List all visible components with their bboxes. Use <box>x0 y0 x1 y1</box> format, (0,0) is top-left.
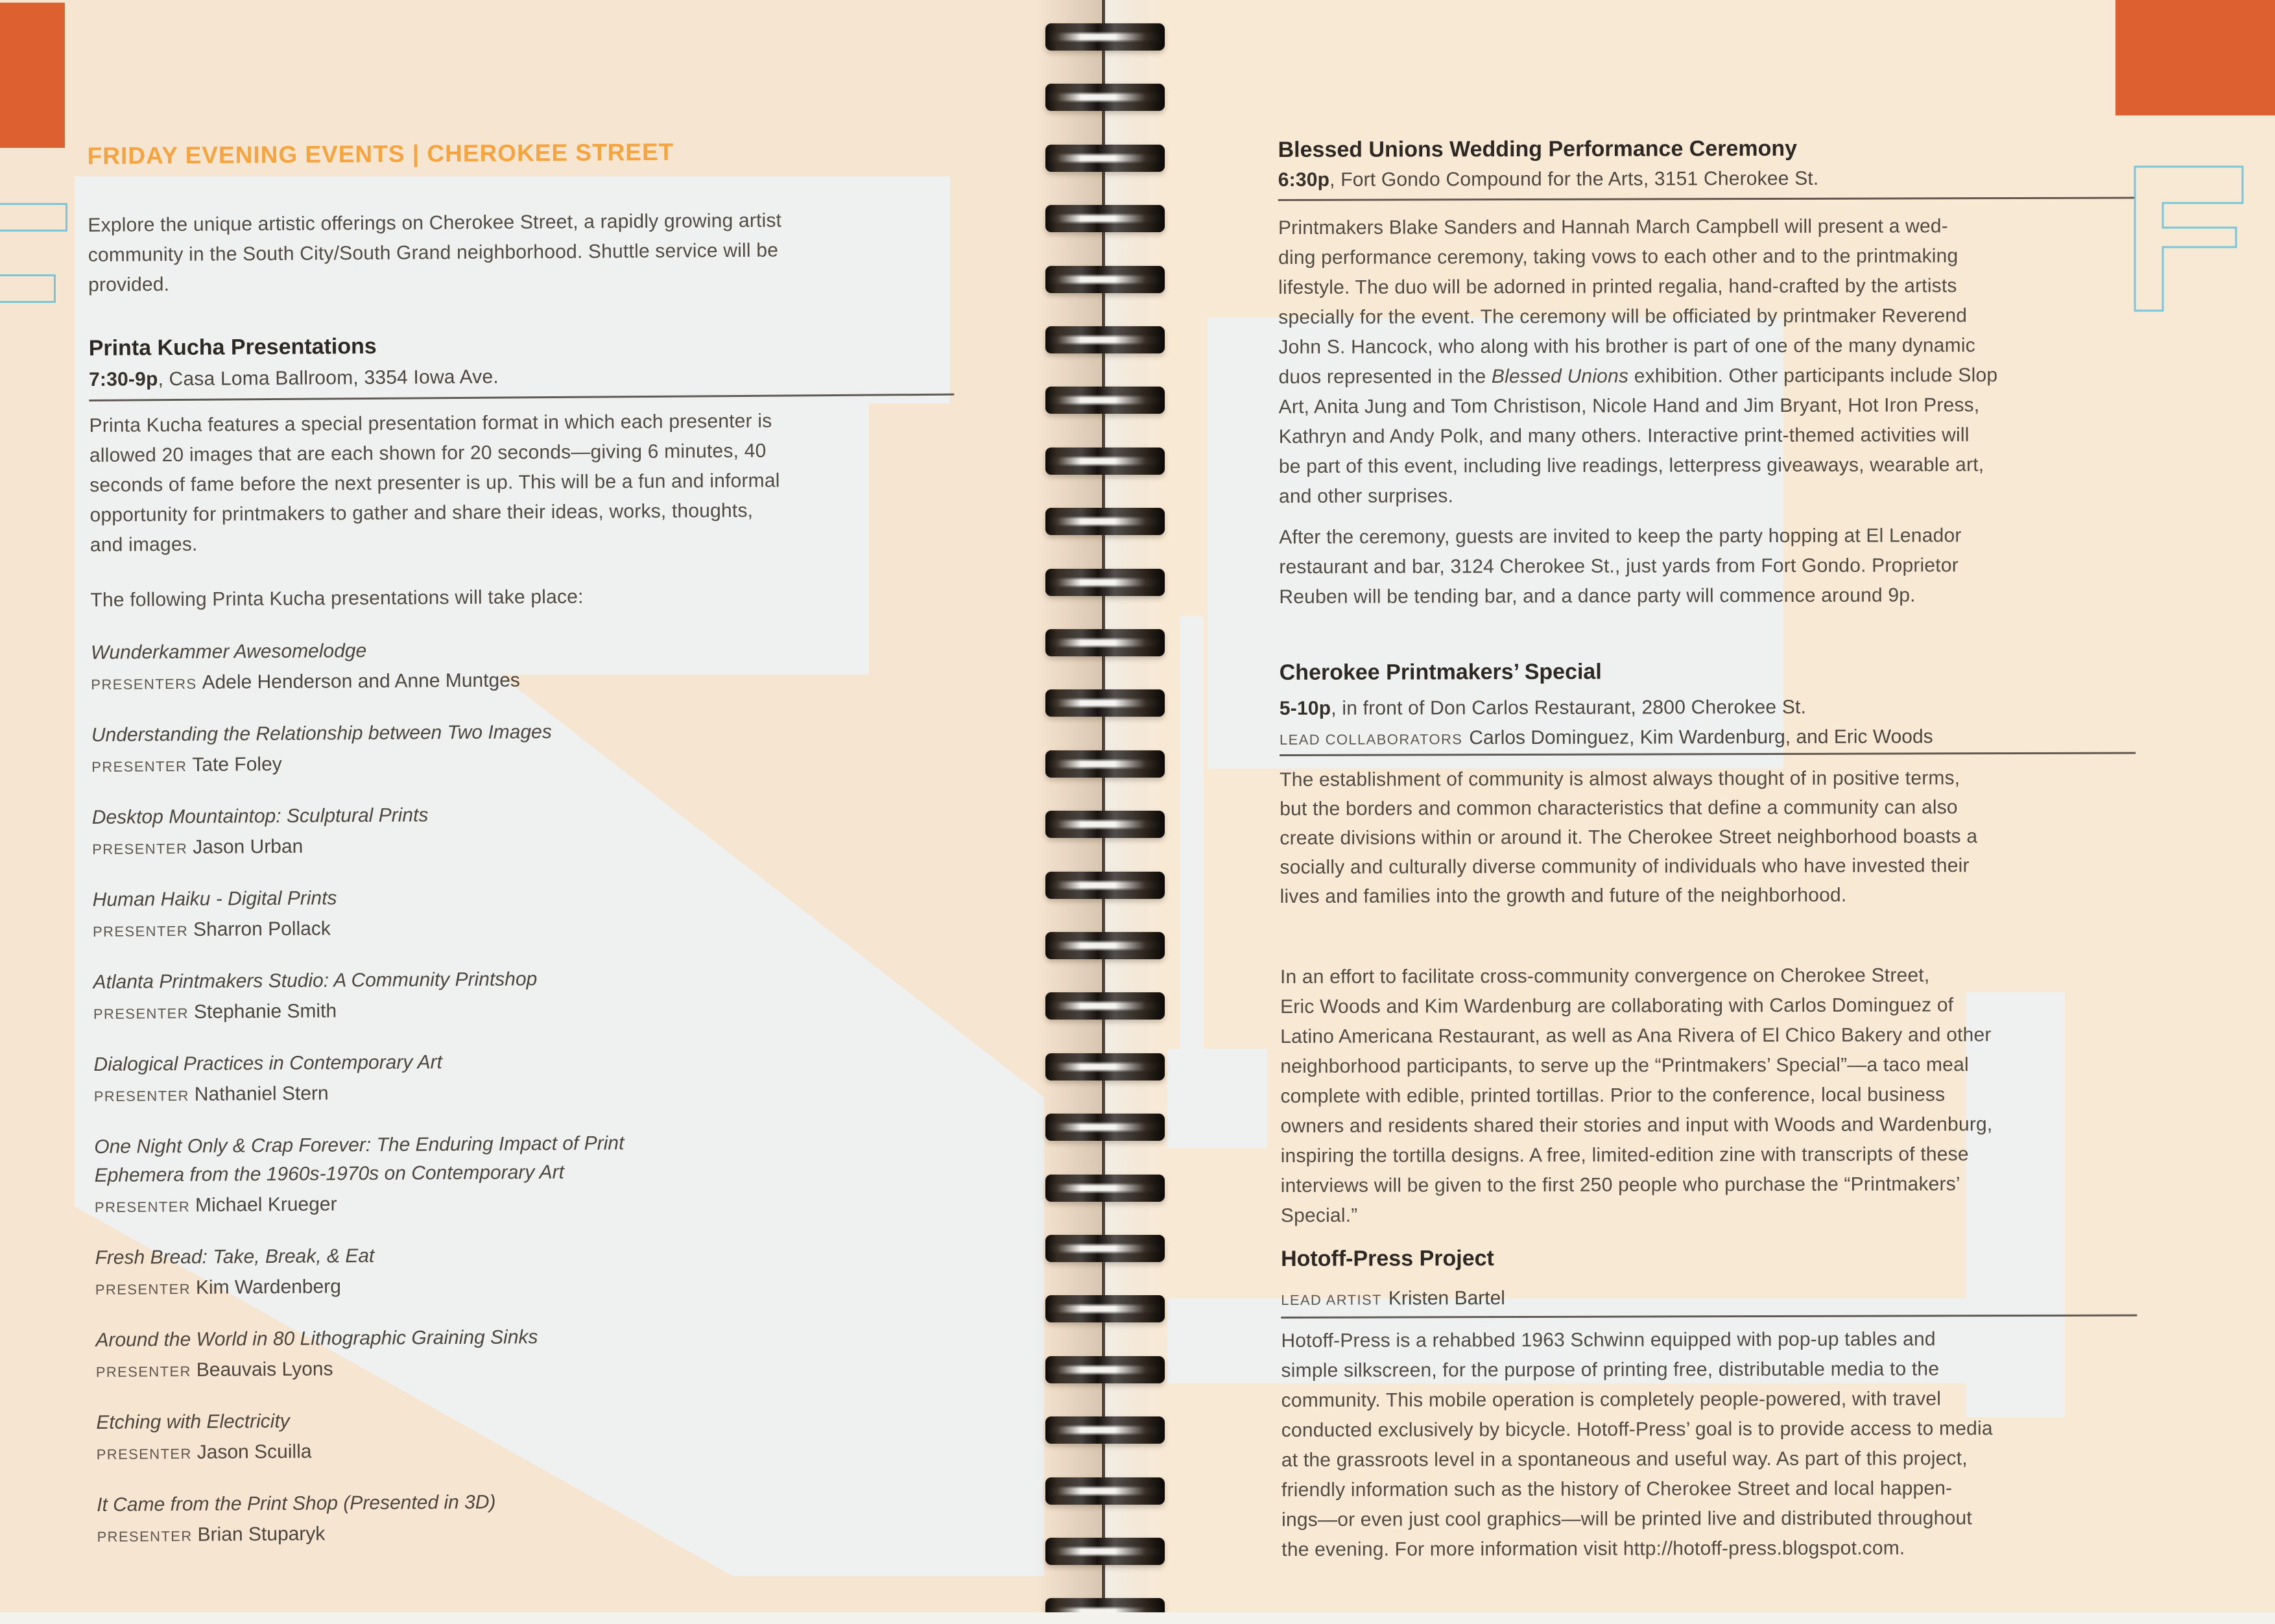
text-line: socially and culturally diverse community of individuals who have invested their <box>1280 855 1970 878</box>
watermark-counter <box>869 403 1044 676</box>
text-line: Hotoff-Press is a rehabbed 1963 Schwinn equipped with pop-up tables and <box>1281 1328 1936 1352</box>
presenter-name: Nathaniel Stern <box>194 1082 329 1105</box>
presentation-item <box>95 1240 625 1305</box>
presenter-label: PRESENTER <box>91 758 187 775</box>
text-line: create divisions within or around it. The Cherokee Street neighborhood boasts a <box>1280 826 1978 849</box>
event-paragraph <box>1279 521 1962 612</box>
event-paragraph <box>1280 961 1993 1231</box>
lead-collaborators-line <box>1280 726 1933 750</box>
text-line: Reuben will be tending bar, and a dance party will commence around 9p. <box>1279 584 1916 608</box>
text-line: Printa Kucha features a special presentation format in which each presenter is <box>89 410 772 436</box>
presenter-label: PRESENTER <box>97 1527 193 1545</box>
binding-coil <box>1045 750 1165 778</box>
text-line: restaurant and bar, 3124 Cherokee St., just yards from Fort Gondo. Proprietor <box>1279 555 1959 578</box>
binding-coil <box>1045 569 1165 596</box>
binding-coil <box>1045 992 1165 1020</box>
list-lead-in: The following Printa Kucha presentations will take place: <box>90 586 584 611</box>
presenter-label: PRESENTER <box>96 1445 192 1463</box>
binding-coil <box>1045 811 1165 838</box>
presentation-item <box>93 964 623 1029</box>
text-line: Art, Anita Jung and Tom Christison, Nicole Hand and Jim Bryant, Hot Iron Press, <box>1278 394 1980 418</box>
presenter-line <box>91 747 621 782</box>
text-line: John S. Hancock, who along with his brother is part of one of the many dynamic <box>1278 335 1975 358</box>
presenter-label: PRESENTER <box>94 1198 191 1215</box>
lead-artist-label: LEAD ARTIST <box>1281 1291 1382 1308</box>
presentation-item <box>91 635 621 700</box>
presentation-item <box>96 1405 626 1470</box>
text-line: Explore the unique artistic offerings on Cherokee Street, a rapidly growing artist <box>88 209 782 236</box>
binding-coil <box>1045 508 1165 535</box>
binding-coil <box>1045 326 1165 353</box>
event-title: Hotoff-Press Project <box>1281 1246 1494 1271</box>
presenter-line <box>94 1077 624 1112</box>
binding-coil <box>1045 387 1165 414</box>
presenter-name: Kim Wardenberg <box>195 1276 342 1298</box>
presenter-line <box>91 665 621 700</box>
presentation-title: Fresh Bread: Take, Break, & Eat <box>95 1245 375 1269</box>
text-line: specially for the event. The ceremony will be officiated by printmaker Reverend <box>1278 305 1968 328</box>
presentation-title: Ephemera from the 1960s-1970s on Contemporary Art <box>94 1161 565 1186</box>
presenter-name: Brian Stuparyk <box>197 1523 326 1546</box>
text-line: simple silkscreen, for the purpose of printing free, distributable media to the <box>1281 1358 1940 1381</box>
scan-edge-strip <box>0 1612 2275 1624</box>
presentation-title: Understanding the Relationship between Two Images <box>91 721 552 746</box>
presenter-name: Sharron Pollack <box>193 918 331 940</box>
text-line: conducted exclusively by bicycle. Hotoff-Press’ goal is to provide access to media <box>1281 1418 1993 1441</box>
intro-paragraph <box>88 206 782 300</box>
presenter-line <box>93 912 623 947</box>
presentation-title: Desktop Mountaintop: Sculptural Prints <box>91 804 429 828</box>
binding-coil <box>1045 629 1165 656</box>
event-time-venue: 6:30p, Fort Gondo Compound for the Arts, 3151 Cherokee St. <box>1278 167 1819 191</box>
presentation-title: Wunderkammer Awesomelodge <box>90 640 367 663</box>
text-line: friendly information such as the history of Cherokee Street and local happen- <box>1281 1477 1953 1501</box>
text-line: be part of this event, including live readings, letterpress giveaways, wearable art, <box>1278 454 1984 477</box>
event-paragraph <box>1280 763 1977 911</box>
presenter-label: PRESENTER <box>92 840 188 857</box>
binding-coil <box>1045 1477 1165 1505</box>
binding-coil <box>1045 23 1165 51</box>
presenter-label: PRESENTER <box>93 1087 189 1105</box>
event-paragraph <box>89 407 780 560</box>
text-line: and images. <box>89 533 198 556</box>
binding-coil <box>1045 1416 1165 1444</box>
letter-e-outline-fragment <box>0 274 56 303</box>
presenter-label: PRESENTER <box>95 1280 191 1298</box>
text-line: community. This mobile operation is completely people-powered, with travel <box>1281 1388 1942 1411</box>
letter-f-outline <box>2134 165 2245 313</box>
binding-coil <box>1045 1053 1165 1081</box>
presenter-label: PRESENTER <box>93 1005 189 1022</box>
text-line: the evening. For more information visit http://hotoff-press.blogspot.com. <box>1281 1537 1905 1560</box>
binding-coil <box>1045 266 1165 293</box>
text-line: lifestyle. The duo will be adorned in printed regalia, hand-crafted by the artists <box>1278 275 1957 298</box>
collaborators-names: Carlos Dominguez, Kim Wardenburg, and Eric Woods <box>1469 726 1933 749</box>
presentation-title: Around the World in 80 Lithographic Graining Sinks <box>95 1326 538 1351</box>
presenter-name: Michael Krueger <box>195 1193 337 1216</box>
presentation-item <box>92 800 623 865</box>
watermark-step <box>1167 1049 1267 1148</box>
text-line: lives and families into the growth and future of the neighborhood. <box>1280 884 1847 907</box>
binding-coil <box>1045 1538 1165 1565</box>
text-line: duos represented in the Blessed Unions exhibition. Other participants include Slop <box>1278 364 1998 388</box>
text-line: The establishment of community is almost always thought of in positive terms, <box>1280 767 1960 791</box>
event-time-venue: 5-10p, in front of Don Carlos Restaurant, 2800 Cherokee St. <box>1279 696 1807 719</box>
watermark-strip <box>1180 616 1204 1057</box>
page-kicker: FRIDAY EVENING EVENTS | CHEROKEE STREET <box>87 138 674 169</box>
text-line: ings—or even just cool graphics—will be printed live and distributed throughout <box>1281 1507 1972 1531</box>
presenter-line <box>93 994 623 1029</box>
text-line: community in the South City/South Grand neighborhood. Shuttle service will be <box>88 239 779 266</box>
presentation-title: One Night Only & Crap Forever: The Enduring Impact of Print <box>94 1132 625 1158</box>
presentation-item <box>97 1487 627 1552</box>
text-line: Eric Woods and Kim Wardenburg are collaborating with Carlos Dominguez of <box>1280 994 1954 1018</box>
presenter-label: PRESENTERS <box>91 675 197 693</box>
presenter-line <box>92 830 622 865</box>
binding-coil <box>1045 689 1165 717</box>
presenter-name: Jason Urban <box>193 835 304 858</box>
presentation-item <box>93 882 623 947</box>
presenter-line <box>95 1270 625 1305</box>
binding-coil <box>1045 1175 1165 1202</box>
text-line: owners and residents shared their stories and input with Woods and Wardenburg, <box>1280 1114 1993 1137</box>
text-line: at the grassroots level in a spontaneous and useful way. As part of this project, <box>1281 1448 1968 1471</box>
text-line: inspiring the tortilla designs. A free, limited-edition zine with transcripts of these <box>1280 1143 1969 1167</box>
binding-coil <box>1045 1356 1165 1383</box>
presenter-line <box>96 1435 626 1470</box>
binding-coil <box>1045 1295 1165 1322</box>
presentation-item <box>94 1129 625 1223</box>
text-line: ding performance ceremony, taking vows to each other and to the printmaking <box>1278 245 1959 269</box>
presenter-line <box>96 1352 626 1387</box>
presentation-title: Atlanta Printmakers Studio: A Community Printshop <box>93 968 538 993</box>
text-line: seconds of fame before the next presenter is up. This will be a fun and informal <box>89 470 780 496</box>
text-line: After the ceremony, guests are invited to keep the party hopping at El Lenador <box>1279 525 1962 548</box>
binding-coil <box>1045 84 1165 111</box>
text-line: opportunity for printmakers to gather and share their ideas, works, thoughts, <box>89 499 754 526</box>
presenter-line <box>95 1188 625 1223</box>
binding-coil <box>1045 872 1165 899</box>
lead-artist-name: Kristen Bartel <box>1388 1287 1505 1309</box>
presentation-title: Dialogical Practices in Contemporary Art <box>93 1051 442 1075</box>
binding-coil <box>1045 932 1165 959</box>
presentation-item <box>91 717 622 782</box>
letter-e-outline-fragment <box>0 203 67 232</box>
presenter-label: PRESENTER <box>92 922 189 940</box>
event-title: Cherokee Printmakers’ Special <box>1279 659 1602 685</box>
text-line: but the borders and common characteristics that define a community can also <box>1280 796 1958 820</box>
event-title: Blessed Unions Wedding Performance Ceremony <box>1278 136 1798 162</box>
text-line: and other surprises. <box>1278 485 1454 507</box>
presentation-list <box>91 635 627 1573</box>
event-paragraph <box>1278 211 1998 512</box>
presenter-name: Jason Scuilla <box>197 1440 312 1463</box>
presenter-line <box>97 1517 626 1552</box>
binding-coil <box>1045 205 1165 232</box>
presentation-title: It Came from the Print Shop (Presented in 3D) <box>97 1491 496 1516</box>
text-line: complete with edible, printed tortillas. Prior to the conference, local business <box>1280 1084 1946 1107</box>
binding-coil <box>1045 1114 1165 1141</box>
presentation-title: Etching with Electricity <box>96 1410 290 1433</box>
orange-corner-block-right <box>2115 0 2275 115</box>
presenter-name: Adele Henderson and Anne Muntges <box>202 669 520 693</box>
text-line: provided. <box>88 274 170 296</box>
binding-coil <box>1045 145 1165 172</box>
event-paragraph <box>1281 1324 1993 1565</box>
presenter-name: Beauvais Lyons <box>196 1358 333 1381</box>
binding-coil <box>1045 1235 1165 1262</box>
text-line: Kathryn and Andy Polk, and many others. Interactive print-themed activities will <box>1278 424 1970 448</box>
collaborators-label: LEAD COLLABORATORS <box>1279 731 1463 748</box>
presenter-name: Stephanie Smith <box>193 1000 337 1023</box>
text-line: interviews will be given to the first 250 people who purchase the “Printmakers’ <box>1280 1173 1960 1197</box>
presenter-name: Tate Foley <box>192 753 282 776</box>
text-line: Special.” <box>1280 1204 1358 1226</box>
presentation-title: Human Haiku - Digital Prints <box>92 887 337 911</box>
presentation-item <box>95 1322 626 1387</box>
lead-artist-line <box>1281 1287 1505 1310</box>
orange-corner-block-left <box>0 3 65 148</box>
text-line: In an effort to facilitate cross-community convergence on Cherokee Street, <box>1280 964 1930 988</box>
event-time-venue: 7:30-9p, Casa Loma Ballroom, 3354 Iowa Ave. <box>88 366 499 390</box>
text-line: Printmakers Blake Sanders and Hannah March Campbell will present a wed- <box>1278 215 1948 239</box>
event-title: Printa Kucha Presentations <box>88 333 377 361</box>
text-line: neighborhood participants, to serve up the “Printmakers’ Special”—a taco meal <box>1280 1054 1969 1077</box>
text-line: allowed 20 images that are each shown for 20 seconds—giving 6 minutes, 40 <box>89 440 767 466</box>
text-line: Latino Americana Restaurant, as well as Ana Rivera of El Chico Bakery and other <box>1280 1024 1992 1047</box>
binding-coil <box>1045 448 1165 475</box>
presentation-item <box>93 1047 624 1112</box>
presenter-label: PRESENTER <box>95 1363 191 1380</box>
